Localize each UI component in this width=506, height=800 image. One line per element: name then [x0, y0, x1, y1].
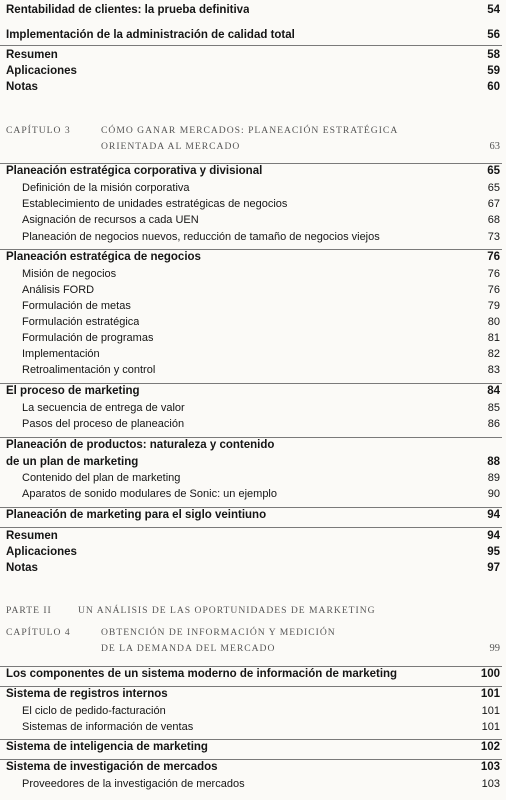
toc-entry: Notas 97: [6, 562, 500, 574]
chapter-heading: [6, 627, 500, 638]
toc-entry: Planeación de productos: naturaleza y contenido: [6, 439, 275, 451]
toc-subentry: Planeación de negocios nuevos, reducción de tamaño de negocios viejos 73: [22, 231, 500, 243]
part-heading: [6, 605, 500, 616]
toc-subentry: Análisis FORD 76: [22, 284, 500, 296]
toc-subentry: Formulación estratégica 80: [22, 316, 500, 328]
toc-subentry: El ciclo de pedido-facturación 101: [22, 705, 500, 717]
chapter-heading-line2: [6, 643, 500, 654]
section-rule: [0, 759, 502, 760]
toc-subentry: Formulación de programas 81: [22, 332, 500, 344]
chapter-title: CÓMO GANAR MERCADOS: PLANEACIÓN ESTRATÉGICA: [101, 125, 399, 136]
section-rule: [0, 383, 502, 384]
toc-subentry: Definición de la misión corporativa 65: [22, 182, 500, 194]
chapter-title: OBTENCIÓN DE INFORMACIÓN Y MEDICIÓN: [101, 627, 336, 638]
chapter-label: CAPÍTULO 4: [6, 627, 71, 638]
chapter-heading: [6, 125, 500, 136]
chapter-title: ORIENTADA AL MERCADO: [101, 141, 241, 152]
section-rule: [0, 739, 502, 740]
chapter-heading-line2: [6, 141, 500, 152]
toc-subentry: Contenido del plan de marketing 89: [22, 472, 500, 484]
toc-subentry: Implementación 82: [22, 348, 500, 360]
toc-entry: Aplicaciones 59: [6, 65, 500, 77]
section-rule: [0, 666, 502, 667]
section-rule: [0, 163, 502, 164]
chapter-title: DE LA DEMANDA DEL MERCADO: [101, 643, 276, 654]
toc-entry: Los componentes de un sistema moderno de información de marketing 100: [6, 668, 500, 680]
toc-entry: El proceso de marketing 84: [6, 385, 500, 397]
toc-entry: de un plan de marketing 88: [6, 456, 500, 468]
toc-entry: Sistema de inteligencia de marketing 102: [6, 741, 500, 753]
toc-subentry: Aparatos de sonido modulares de Sonic: un ejemplo 90: [22, 488, 500, 500]
toc-subentry: Misión de negocios 76: [22, 268, 500, 280]
toc-subentry: Sistemas de información de ventas 101: [22, 721, 500, 733]
toc-entry: Implementación de la administración de calidad total 56: [6, 29, 500, 41]
section-rule: [0, 507, 502, 508]
toc-entry: Planeación estratégica de negocios 76: [6, 251, 500, 263]
section-rule: [0, 45, 502, 46]
section-rule: [0, 527, 502, 528]
toc-entry: Resumen 58: [6, 49, 500, 61]
part-label: PARTE II: [6, 605, 52, 616]
section-rule: [0, 437, 502, 438]
toc-subentry: Asignación de recursos a cada UEN 68: [22, 214, 500, 226]
toc-entry: Planeación de marketing para el siglo veintiuno 94: [6, 509, 500, 521]
toc-entry: Notas 60: [6, 81, 500, 93]
chapter-page: 63: [489, 141, 500, 152]
toc-subentry: Proveedores de la investigación de mercados 103: [22, 778, 500, 790]
toc-subentry: Retroalimentación y control 83: [22, 364, 500, 376]
toc-subentry: La secuencia de entrega de valor 85: [22, 402, 500, 414]
toc-subentry: Establecimiento de unidades estratégicas de negocios 67: [22, 198, 500, 210]
toc-entry: Aplicaciones 95: [6, 546, 500, 558]
toc-entry: Resumen 94: [6, 530, 500, 542]
toc-entry: Planeación estratégica corporativa y divisional 65: [6, 165, 500, 177]
toc-entry: Rentabilidad de clientes: la prueba definitiva 54: [6, 4, 500, 16]
part-title: UN ANÁLISIS DE LAS OPORTUNIDADES DE MARKETING: [78, 605, 376, 616]
section-rule: [0, 249, 502, 250]
chapter-page: 99: [489, 643, 500, 654]
toc-subentry: Formulación de metas 79: [22, 300, 500, 312]
toc-subentry: Pasos del proceso de planeación 86: [22, 418, 500, 430]
section-rule: [0, 686, 502, 687]
chapter-label: CAPÍTULO 3: [6, 125, 71, 136]
toc-entry: Sistema de registros internos 101: [6, 688, 500, 700]
toc-entry: Sistema de investigación de mercados 103: [6, 761, 500, 773]
